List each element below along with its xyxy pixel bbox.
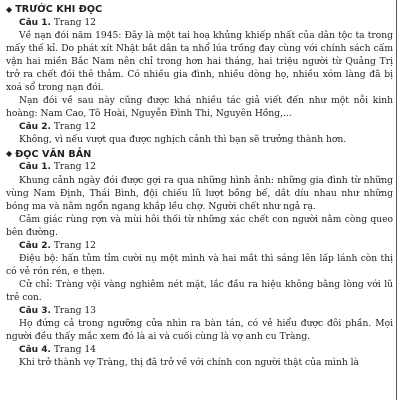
question-label [6, 121, 393, 134]
question-label [6, 161, 393, 174]
page-reference: Trang 12 [53, 122, 96, 133]
page-reference: Trang 13 [53, 305, 96, 316]
answer-paragraph: Họ đứng cả trong ngưỡng cửa nhìn ra bàn tán, có vẻ hiểu được đôi phần. Mọi người đều thấy mắc xem đó là ai và cuối cùng là vợ anh cu Tràng. [6, 319, 393, 343]
answer-paragraph: Khi trở thành vợ Tràng, thị đã trở về với chính con người thật của mình là [19, 358, 359, 369]
page-reference: Trang 12 [53, 240, 96, 251]
section-heading-truoc-khi-doc [6, 3, 393, 17]
answer-paragraph: Nạn đói về sau này cũng được khá nhiều tác giả viết đến như một nỗi kinh hoàng: Nam Cao, Tô Hoài, Nguyễn Đình Thi, Nguyên Hồng,... [6, 96, 393, 120]
question-number: Câu 4. [19, 345, 51, 356]
question-number: Câu 1. [19, 162, 51, 173]
section-heading-text: ĐỌC VĂN BẢN [15, 148, 92, 160]
answer-paragraph: Cử chỉ: Tràng vội vàng nghiêm nét mặt, lắc đầu ra hiệu không bằng lòng với lũ trẻ con. [6, 279, 393, 303]
page-margin-rule [396, 0, 398, 400]
answer-paragraph: Điệu bộ: hấn tủm tỉm cười nụ một mình và hai mắt thì sáng lên lấp lánh còn thị có vẻ rón rén, e thẹn. [6, 253, 393, 277]
question-label [6, 17, 393, 30]
answer-paragraph: Khung cảnh ngày đói được gợi ra qua những hình ảnh: những gia đình từ những vùng Nam Định, Thái Bình, đội chiếu lũ lượt bồng bế, dắt díu nhau như những bóng ma và nằm ngổn ngang khắp lều chợ. Người chết như ngả rạ. [6, 175, 393, 212]
question-number: Câu 2. [19, 122, 51, 133]
section-heading-text: TRƯỚC KHI ĐỌC [15, 4, 103, 16]
question-number: Câu 3. [19, 305, 51, 316]
question-label [6, 344, 393, 357]
answer-paragraph: Cảm giác rùng rợn và mùi hôi thối từ những xác chết con người nằm còng queo bên đường. [6, 214, 393, 238]
page-reference: Trang 14 [53, 345, 96, 356]
section-heading-doc-van-ban [6, 147, 393, 161]
question-number: Câu 2. [19, 240, 51, 251]
answer-paragraph: Về nạn đói năm 1945: Đây là một tai hoạ khủng khiếp nhất của dân tộc ta trong mấy thế kỉ. Do phát xít Nhật bắt dân ta nhổ lúa trồng đay cùng với chính sách cấm vận hai miền Bắc Nam nên chỉ trong hơn hai tháng, hai triệu người từ Quảng Trị trở ra chết đói thê thảm. Có nhiều gia đình, nhiều dòng họ, nhiều xóm làng đã bị xoá sổ trong nạn đói. [6, 31, 393, 94]
question-number: Câu 1. [19, 18, 51, 28]
question-label [6, 240, 393, 253]
page-reference: Trang 12 [53, 162, 96, 173]
diamond-bullet-icon: ◆ [6, 149, 13, 159]
question-label [6, 305, 393, 318]
diamond-bullet-icon: ◆ [6, 5, 13, 14]
answer-paragraph: Không, vì nếu vượt qua được nghịch cảnh thì bạn sẽ trưởng thành hơn. [19, 135, 347, 146]
page-reference: Trang 12 [53, 18, 96, 28]
